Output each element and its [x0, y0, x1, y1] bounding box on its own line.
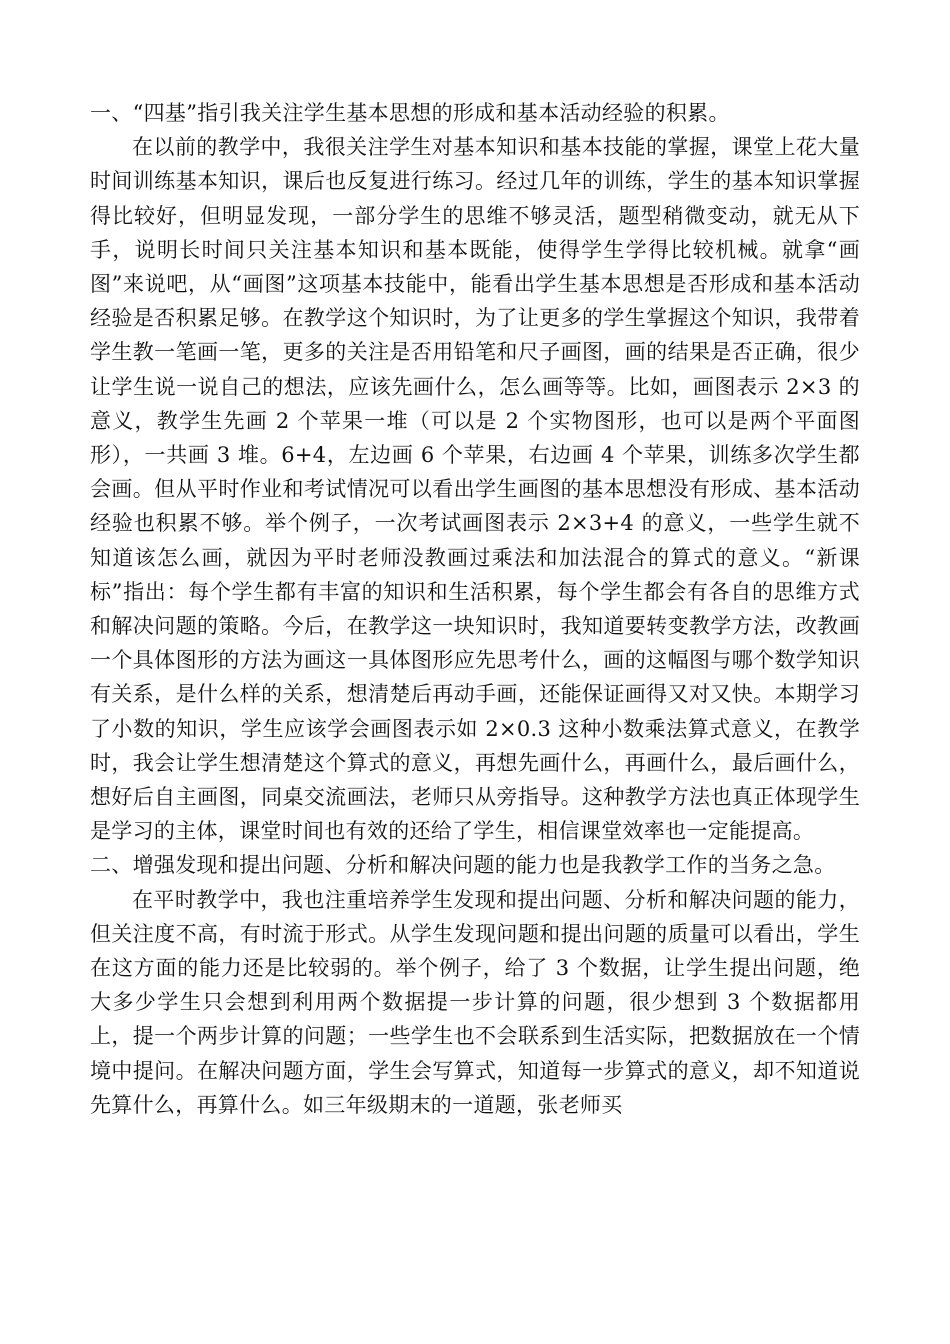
- document-body: [90, 96, 860, 1122]
- section-1-heading: 一、“四基”指引我关注学生基本思想的形成和基本活动经验的积累。: [90, 101, 730, 125]
- section-2-paragraph: 在平时教学中，我也注重培养学生发现和提出问题、分析和解决问题的能力，但关注度不高，有时流于形式。从学生发现问题和提出问题的质量可以看出，学生在这方面的能力还是比较弱的。举个例子，给了 3 个数据，让学生提出问题，绝大多少学生只会想到利用两个数据提一步计算的问题，很少想到 3 个数据都用上，提一个两步计算的问题；一些学生也不会联系到生活实际，把数据放在一个情境中提问。在解决问题方面，学生会写算式，知道每一步算式的意义，却不知道说先算什么，再算什么。如三年级期末的一道题，张老师买: [90, 887, 860, 1117]
- section-1-paragraph: 在以前的教学中，我很关注学生对基本知识和基本技能的掌握，课堂上花大量时间训练基本知识，课后也反复进行练习。经过几年的训练，学生的基本知识掌握得比较好，但明显发现，一部分学生的思维不够灵活，题型稍微变动，就无从下手，说明长时间只关注基本知识和基本既能，使得学生学得比较机械。就拿“画图”来说吧，从“画图”这项基本技能中，能看出学生基本思想是否形成和基本活动经验是否积累足够。在教学这个知识时，为了让更多的学生掌握这个知识，我带着学生教一笔画一笔，更多的关注是否用铅笔和尺子画图，画的结果是否正确，很少让学生说一说自己的想法，应该先画什么，怎么画等等。比如，画图表示 2×3 的意义，教学生先画 2 个苹果一堆（可以是 2 个实物图形，也可以是两个平面图形），一共画 3 堆。6+4，左边画 6 个苹果，右边画 4 个苹果，训练多次学生都会画。但从平时作业和考试情况可以看出学生画图的基本思想没有形成、基本活动经验也积累不够。举个例子，一次考试画图表示 2×3+4 的意义，一些学生就不知道该怎么画，就因为平时老师没教画过乘法和加法混合的算式的意义。“新课标”指出：每个学生都有丰富的知识和生活积累，每个学生都会有各自的思维方式和解决问题的策略。今后，在教学这一块知识时，我知道要转变教学方法，改教画一个具体图形的方法为画这一具体图形应先思考什么，画的这幅图与哪个数学知识有关系，是什么样的关系，想清楚后再动手画，还能保证画得又对又快。本期学习了小数的知识，学生应该学会画图表示如 2×0.3 这种小数乘法算式意义，在教学时，我会让学生想清楚这个算式的意义，再想先画什么，再画什么，最后画什么，想好后自主画图，同桌交流画法，老师只从旁指导。这种教学方法也真正体现学生是学习的主体，课堂时间也有效的还给了学生，相信课堂效率也一定能提高。: [90, 135, 860, 844]
- section-2-heading: 二、增强发现和提出问题、分析和解决问题的能力也是我教学工作的当务之急。: [90, 853, 836, 878]
